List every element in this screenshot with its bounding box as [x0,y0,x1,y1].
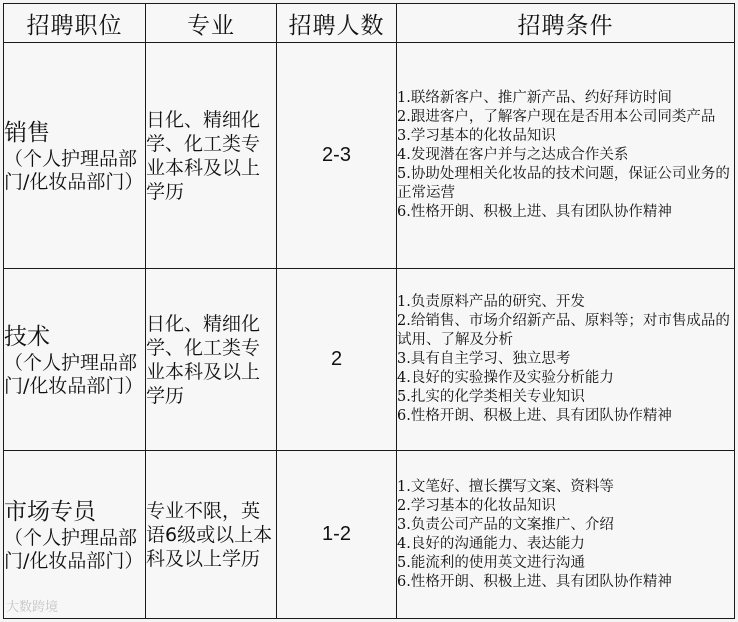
requirement-item: 1.文笔好、擅长撰写文案、资料等 [397,478,614,495]
watermark-text: 大数跨境 [6,600,59,615]
requirement-item: 5.能流利的使用英文进行沟通 [397,554,585,571]
requirement-item: 5.扎实的化学类相关专业知识 [397,389,585,405]
requirements-cell [397,269,735,451]
major-cell: 日化、精细化学、化工类专业本科及以上学历 [146,269,277,451]
header-position: 招聘职位 [4,4,146,43]
major-cell: 专业不限，英语6级或以上本科及以上学历 [146,451,277,619]
requirement-item: 6.性格开朗、积极上进、具有团队协作精神 [397,204,672,220]
requirement-item: 4.良好的实验操作及实验分析能力 [397,370,614,386]
requirement-item: 3.具有自主学习、独立思考 [397,351,571,367]
requirements-cell [397,451,735,619]
position-dept: （个人护理品部门/化妆品部门） [4,351,144,397]
header-count: 招聘人数 [277,4,397,43]
requirement-item: 6.性格开朗、积极上进、具有团队协作精神 [397,573,672,590]
major-cell: 日化、精细化学、化工类专业本科及以上学历 [146,43,277,269]
header-row [4,4,735,43]
requirement-item: 3.负责公司产品的文案推广、介绍 [397,516,614,533]
count-cell: 2-3 [277,43,397,269]
header-requirements: 招聘条件 [397,4,735,43]
table-row [4,451,735,619]
position-title: 市场专员 [4,498,96,525]
requirement-item: 2.跟进客户，了解客户现在是否用本公司同类产品 [397,109,716,125]
recruitment-table [3,3,735,619]
requirement-item: 4.良好的沟通能力、表达能力 [397,535,585,552]
position-cell [4,451,146,619]
requirement-item: 2.给销售、市场介绍新产品、原料等；对市售成品的试用、了解及分析 [397,313,730,348]
requirement-item: 6.性格开朗、积极上进、具有团队协作精神 [397,408,672,424]
watermark [6,596,58,615]
requirement-item: 1.联络新客户、推广新产品、约好拜访时间 [397,90,672,106]
requirement-item: 3.学习基本的化妆品知识 [397,128,556,144]
position-cell [4,269,146,451]
position-dept: （个人护理品部门/化妆品部门） [4,147,144,193]
requirement-item: 2.学习基本的化妆品知识 [397,497,556,514]
position-title: 销售 [4,119,50,146]
requirement-item: 5.协助处理相关化妆品的技术问题，保证公司业务的正常运营 [397,166,730,201]
table-row [4,43,735,269]
count-cell: 2 [277,269,397,451]
position-dept: （个人护理品部门/化妆品部门） [4,526,144,572]
requirements-cell [397,43,735,269]
count-cell: 1-2 [277,451,397,619]
position-cell [4,43,146,269]
table-row [4,269,735,451]
requirement-item: 4.发现潜在客户并与之达成合作关系 [397,147,629,163]
requirement-item: 1.负责原料产品的研究、开发 [397,294,585,310]
header-major: 专业 [146,4,277,43]
position-title: 技术 [4,323,50,350]
